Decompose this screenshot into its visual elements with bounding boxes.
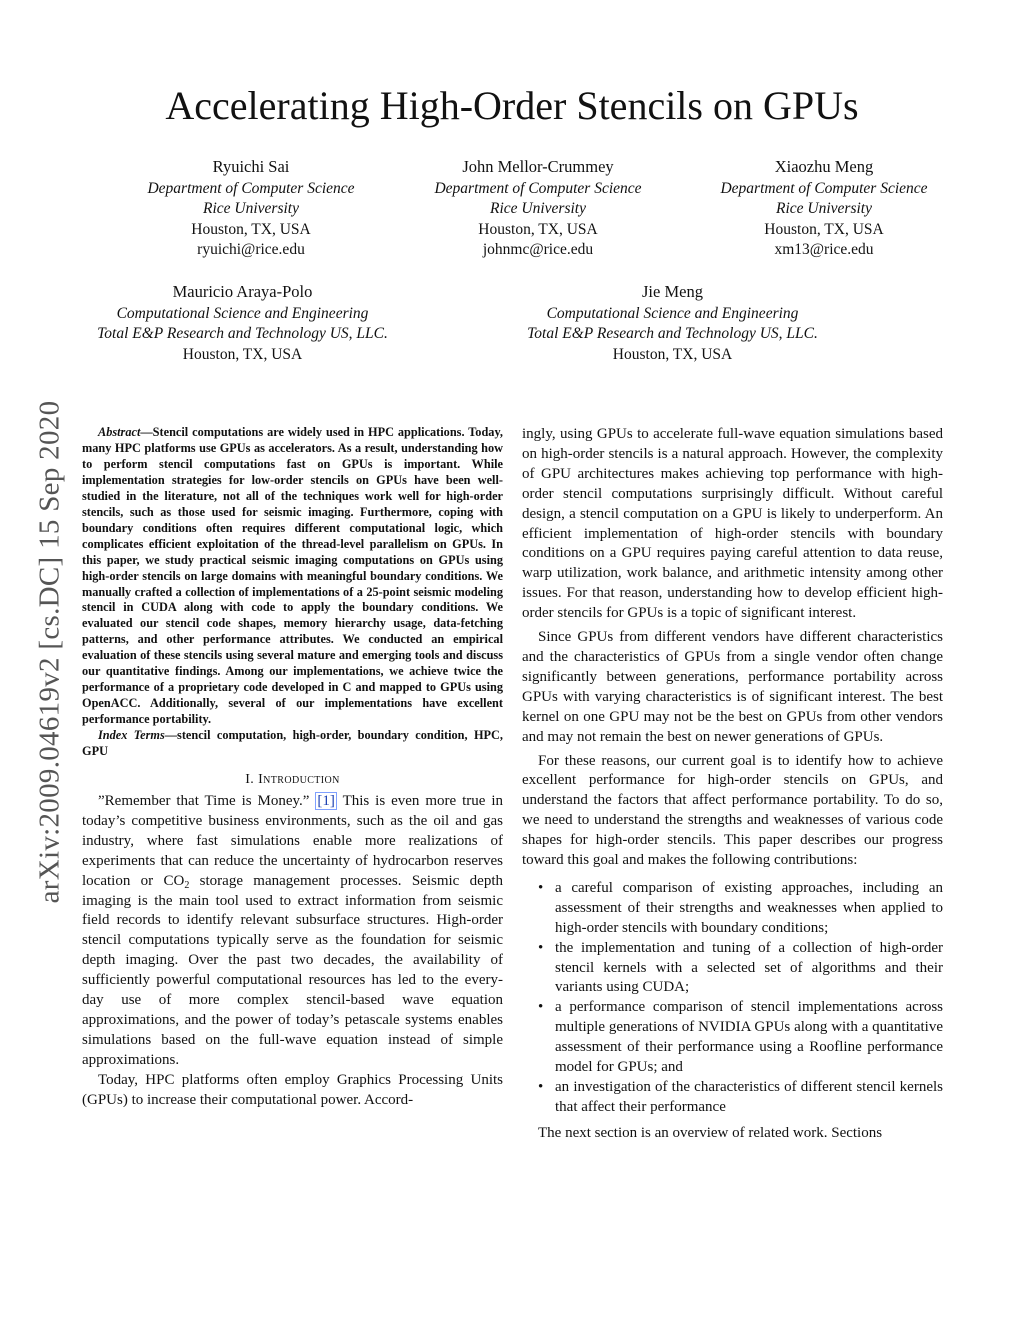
bullet-icon: •	[538, 879, 544, 896]
abstract	[82, 425, 503, 728]
index-terms-dash: —	[164, 728, 178, 743]
author-location: Houston, TX, USA	[191, 220, 311, 238]
subscript: 2	[184, 879, 190, 891]
arxiv-identifier	[25, 347, 75, 957]
author-department: Computational Science and Engineering	[116, 304, 369, 322]
intro-paragraph-5: The next section is an overview of related work. Sections	[538, 1124, 883, 1141]
author-email: johnmc@rice.edu	[482, 241, 594, 258]
author-department: Computational Science and Engineering	[546, 304, 799, 322]
paragraph-text: ”Remember that Time is Money.”	[98, 793, 316, 810]
author-department: Department of Computer Science	[147, 179, 355, 197]
author-block	[70, 282, 415, 365]
author-location: Houston, TX, USA	[182, 345, 303, 363]
section-title: Introduction	[258, 772, 340, 788]
author-name: Xiaozhu Meng	[774, 157, 874, 176]
author-department: Department of Computer Science	[434, 179, 642, 197]
abstract-text: Stencil computations are widely used in HPC applications. Today, many HPC platforms use GPUs as accelerators. As a result, understanding how to perform stencil computations fast on GPUs is important. While implementation strategies for low-order stencils on GPUs have been well-studied in the literature, not all of the techniques work well for high-order stencils, such as those used for seismic imaging. Furthermore, coping with boundary conditions often requires different computational logic, which complicates efficient exploitation of the thread-level parallelism on GPUs. In this paper, we study practical seismic imaging computations on GPUs using high-order stencils on large domains with meaningful boundary conditions. We manually crafted a collection of implementations of a 25-point seismic modeling stencil in CUDA along with code to apply the boundary conditions. We evaluated our stencil code shapes, memory hierarchy usage, data-fetching patterns, and other performance attributes. We conducted an empirical evaluation of these stencils using several mature and emerging tools and discuss our quantitative findings. Among our implementations, we achieve twice the performance of a proprietary code developed in C and mapped to GPUs using OpenACC. Additionally, several of our implementations have excellent performance portability.	[82, 425, 503, 727]
bullet-icon: •	[538, 939, 544, 956]
paragraph-text: This is even more true in today’s competitive business environments, such as the oil and gas industry, where fast simulations enable more realizations of experiments that can reduce the uncertainty of hydrocarbon reserves location or CO	[82, 793, 504, 889]
intro-paragraph-1	[82, 792, 503, 1071]
list-item-text: a performance comparison of stencil implementations across multiple generations of NVIDIA GPUs along with a quantitative assessment of their performance using a Roofline performance model for GPUs; and	[555, 999, 943, 1076]
author-block	[395, 157, 681, 261]
author-location: Houston, TX, USA	[612, 345, 733, 363]
author-affiliation: Rice University	[203, 200, 299, 217]
author-block	[108, 157, 394, 261]
list-item	[538, 939, 943, 999]
list-item-text: an investigation of the characteristics of different stencil kernels that affect their performance	[555, 1079, 943, 1115]
arxiv-identifier-text: arXiv:2009.04619v2 [cs.DC] 15 Sep 2020	[33, 400, 66, 904]
author-email: xm13@rice.edu	[774, 241, 874, 258]
author-name: Mauricio Araya-Polo	[172, 282, 313, 301]
index-terms-label: Index Terms	[98, 728, 165, 743]
author-name: John Mellor-Crummey	[462, 157, 614, 176]
index-terms	[82, 728, 503, 760]
intro-paragraph-2-start: Today, HPC platforms often employ Graphics Processing Units (GPUs) to increase their computational power. Accord-	[82, 1071, 503, 1108]
section-heading-introduction	[82, 772, 503, 788]
author-affiliation: Total E&P Research and Technology US, LLC.	[97, 325, 388, 342]
index-terms-text: stencil computation, high-order, boundary condition, HPC, GPU	[82, 728, 503, 759]
contribution-list	[522, 879, 943, 1118]
left-column	[82, 425, 503, 1111]
author-name: Jie Meng	[642, 282, 703, 301]
citation-link[interactable]: [1]	[317, 793, 335, 810]
intro-paragraph-4: For these reasons, our current goal is to identify how to achieve excellent performance for high-order stencils on GPUs, and understand the factors that affect performance portability. To do so, we need to understand the strengths and weaknesses of various code shapes for high-order stencils. This paper describes our progress toward this goal and makes the following contributions:	[522, 752, 943, 869]
right-column	[522, 425, 943, 1144]
bullet-icon: •	[538, 1079, 544, 1095]
list-item	[538, 1078, 943, 1118]
author-affiliation: Total E&P Research and Technology US, LLC.	[527, 325, 818, 342]
list-item-text: a careful comparison of existing approaches, including an assessment of their strengths and weaknesses when applied to high-order stencils with boundary conditions;	[555, 879, 943, 936]
author-department: Department of Computer Science	[720, 179, 928, 197]
list-item	[538, 879, 943, 939]
bullet-icon: •	[538, 999, 544, 1016]
list-item-text: the implementation and tuning of a collection of high-order stencil kernels with a selected set of algorithms and their variants using CUDA;	[555, 939, 943, 996]
author-block	[500, 282, 845, 365]
intro-paragraph-2-continued: ingly, using GPUs to accelerate full-wave equation simulations based on high-order stencils is a natural approach. However, the complexity of GPU architectures makes achieving top performance with high-order stencil computations surprisingly difficult. Without careful design, a stencil computation on a GPU is likely to underperform. An efficient implementation of high-order stencils with boundary conditions on a GPU requires paying careful attention to data reuse, warp utilization, work balance, and arithmetic intensity among other issues. For that reason, understanding how to develop efficient high-order stencils for GPUs is a topic of significant interest.	[522, 426, 943, 622]
list-item	[538, 998, 943, 1078]
author-affiliation: Rice University	[490, 200, 586, 217]
paper-title: Accelerating High-Order Stencils on GPUs	[165, 83, 859, 128]
author-location: Houston, TX, USA	[478, 220, 598, 238]
author-block	[681, 157, 967, 261]
author-email: ryuichi@rice.edu	[197, 241, 305, 258]
section-number: I.	[245, 772, 255, 788]
abstract-dash: —	[140, 425, 153, 439]
author-affiliation: Rice University	[776, 200, 872, 217]
abstract-label: Abstract	[98, 425, 141, 439]
author-name: Ryuichi Sai	[212, 157, 290, 176]
intro-paragraph-3: Since GPUs from different vendors have different characteristics and the characteristics of GPUs from a single vendor often change significantly between generations, performance portability across GPUs with varying characteristics is of significant interest. The best kernel on one GPU may not be the best on GPUs from other vendors and may not remain the best on newer generations of GPUs.	[522, 629, 943, 745]
author-location: Houston, TX, USA	[764, 220, 884, 238]
paragraph-text: storage management processes. Seismic depth imaging is the main tool used to extract information from seismic field records to identify relevant subsurface structures. High-order stencil computations typically serve as the foundation for seismic depth imaging. Over the past two decades, the availability of sufficiently powerful computational resources has led to the every-day use of more complex stencil-based wave equation approximations, and the power of today’s petascale systems enables simulations based on the full-wave equation instead of simple approximations.	[82, 872, 503, 1068]
